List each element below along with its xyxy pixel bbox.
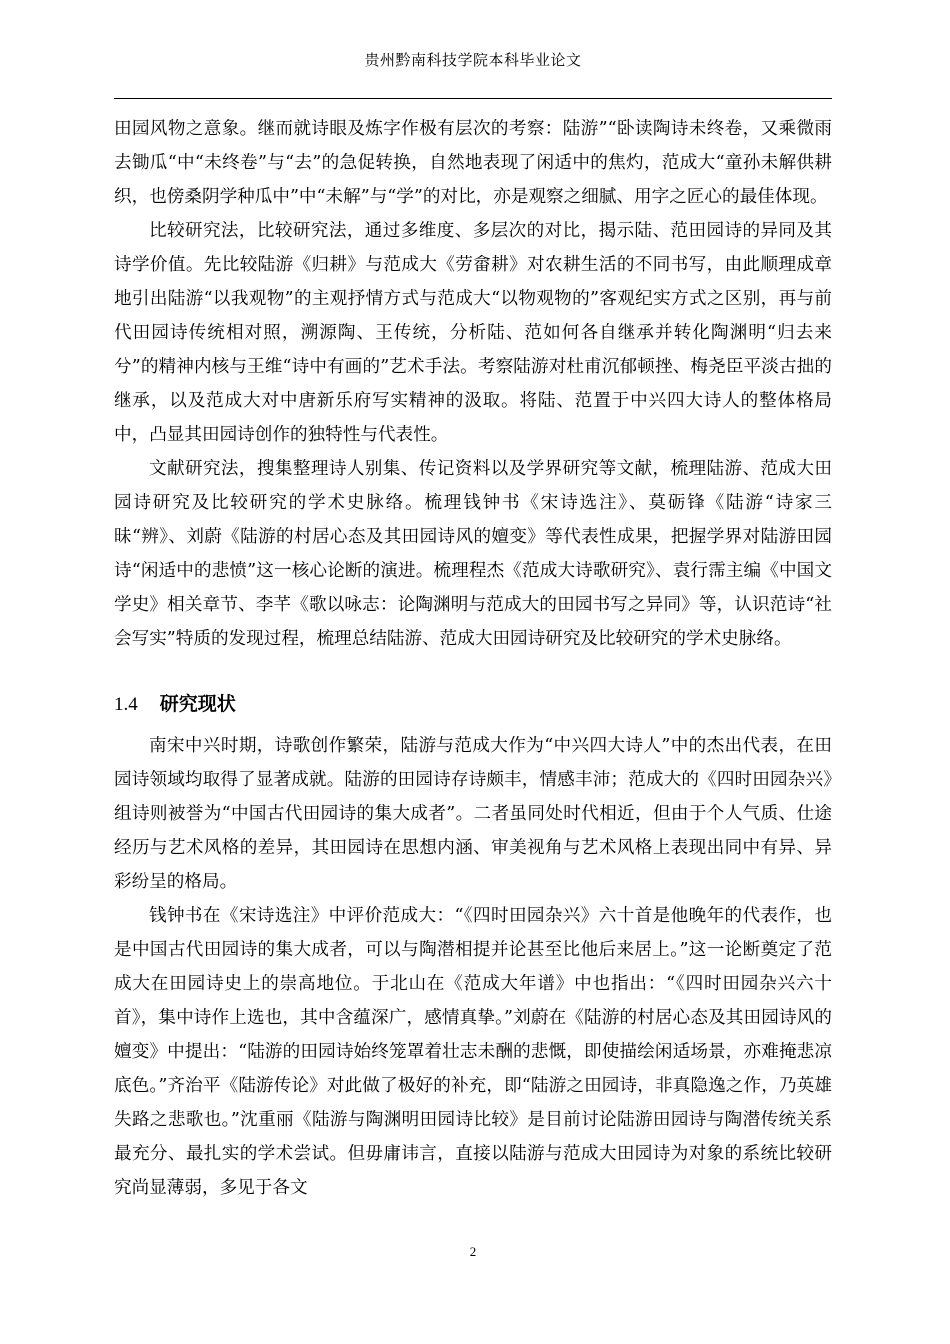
paragraph: 田园风物之意象。继而就诗眼及炼字作极有层次的考察：陆游”“卧读陶诗未终卷，又乘微雨去锄瓜“中“未终卷”与“去”的急促转换，自然地表现了闲适中的焦灼，范成大“童孙未解供耕织，也傍桑阴学种瓜中”中“未解”与“学”的对比，亦是观察之细腻、用字之匠心的最佳体现。: [114, 119, 832, 207]
body-text: [114, 112, 832, 1205]
paragraph: 比较研究法，比较研究法，通过多维度、多层次的对比，揭示陆、范田园诗的异同及其诗学价值。先比较陆游《归耕》与范成大《劳畲耕》对农耕生活的不同书写，由此顺理成章地引出陆游“以我观物”的主观抒情方式与范成大“以物观物的”客观纪实方式之区别，再与前代田园诗传统相对照，溯源陶、王传统，分析陆、范如何各自继承并转化陶渊明“归去来兮”的精神内核与王维“诗中有画的”艺术手法。考察陆游对杜甫沉郁顿挫、梅尧臣平淡古拙的继承，以及范成大对中唐新乐府写实精神的汲取。将陆、范置于中兴四大诗人的整体格局中，凸显其田园诗创作的独特性与代表性。: [114, 221, 832, 445]
paragraph: 文献研究法，搜集整理诗人别集、传记资料以及学界研究等文献，梳理陆游、范成大田园诗研究及比较研究的学术史脉络。梳理钱钟书《宋诗选注》、莫砺锋《陆游“诗家三昧“辨》、刘蔚《陆游的村居心态及其田园诗风的嬗变》等代表性成果，把握学界对陆游田园诗“闲适中的悲愤”这一核心论断的演进。梳理程杰《范成大诗歌研究》、袁行霈主编《中国文学史》相关章节、李芊《歌以咏志：论陶渊明与范成大的田园书写之异同》等，认识范诗“社会写实”特质的发现过程，梳理总结陆游、范成大田园诗研究及比较研究的学术史脉络。: [114, 459, 832, 649]
section-heading: [114, 656, 832, 729]
section-title: 研究现状: [159, 693, 236, 715]
page-number: 2: [469, 1244, 477, 1259]
section-number: 1.4: [114, 694, 138, 715]
paragraph: 南宋中兴时期，诗歌创作繁荣，陆游与范成大作为“中兴四大诗人”中的杰出代表，在田园诗领域均取得了显著成就。陆游的田园诗存诗颇丰，情感丰沛；范成大的《四时田园杂兴》组诗则被誉为“中国古代田园诗的集大成者”。二者虽同处时代相近，但由于个人气质、仕途经历与艺术风格的差异，其田园诗在思想内涵、审美视角与艺术风格上表现出同中有异、异彩纷呈的格局。: [114, 736, 832, 892]
running-header: 贵州黔南科技学院本科毕业论文: [364, 51, 582, 69]
header-divider: [114, 98, 832, 99]
paragraph: 钱钟书在《宋诗选注》中评价范成大：“《四时田园杂兴》六十首是他晚年的代表作，也是中国古代田园诗的集大成者，可以与陶潜相提并论甚至比他后来居上。”这一论断奠定了范成大在田园诗史上的崇高地位。于北山在《范成大年谱》中也指出：“《四时田园杂兴六十首》，集中诗作上选也，其中含蕴深广，感情真挚。”刘蔚在《陆游的村居心态及其田园诗风的嬗变》中提出：“陆游的田园诗始终笼罩着壮志未酬的悲慨，即使描绘闲适场景，亦难掩悲凉底色。”齐治平《陆游传论》对此做了极好的补充，即“陆游之田园诗，非真隐逸之作，乃英雄失路之悲歌也。”沈重丽《陆游与陶渊明田园诗比较》是目前讨论陆游田园诗与陶潜传统关系最充分、最扎实的学术尝试。但毋庸讳言，直接以陆游与范成大田园诗为对象的系统比较研究尚显薄弱，多见于各文: [114, 906, 832, 1198]
